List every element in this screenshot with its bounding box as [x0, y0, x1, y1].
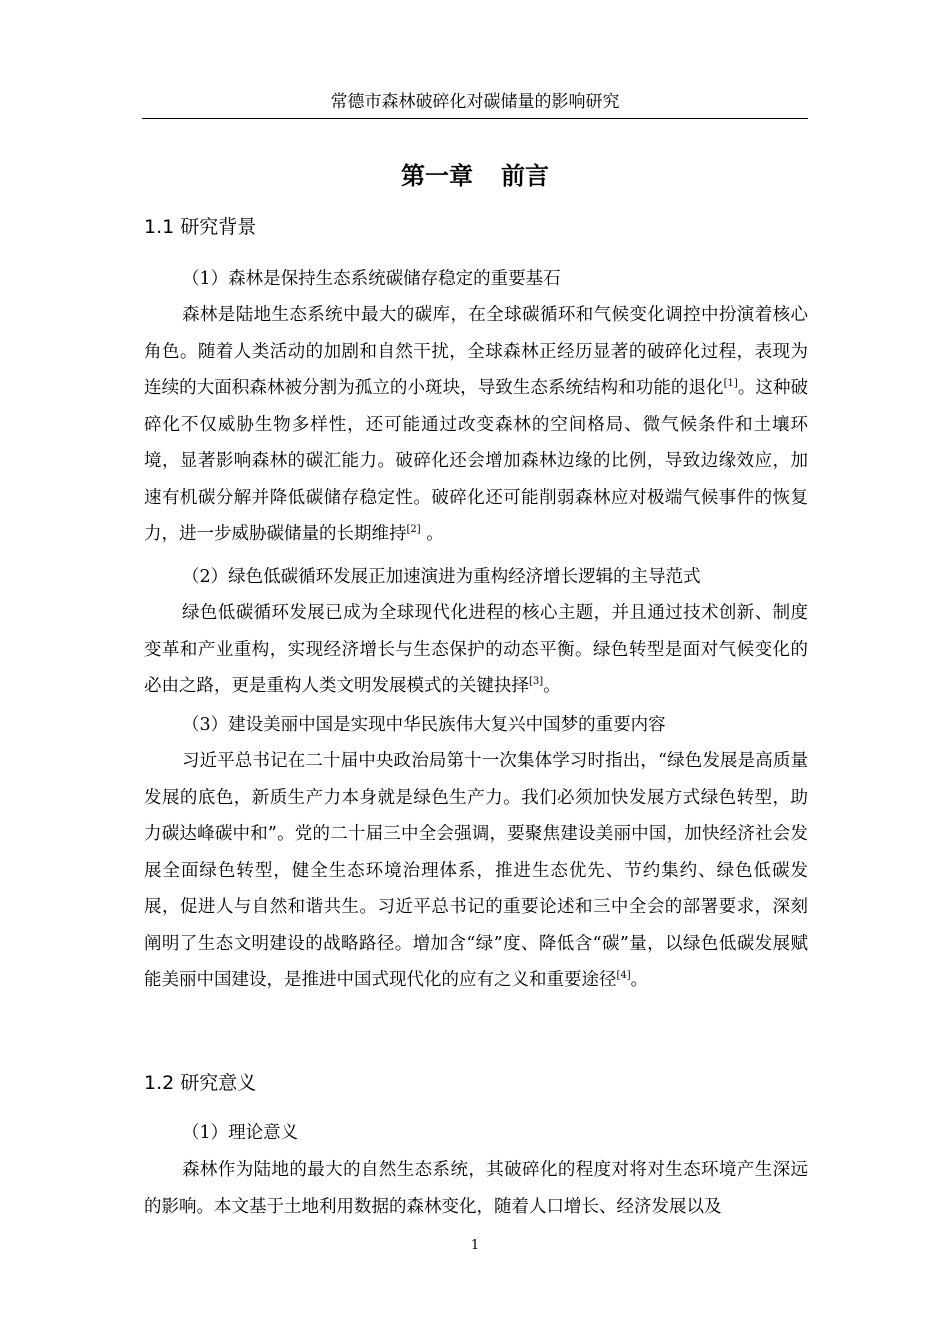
subheading-1-1-3: （3）建设美丽中国是实现中华民族伟大复兴中国梦的重要内容: [182, 715, 666, 735]
subheading-1-1-2: （2）绿色低碳循环发展正加速演进为重构经济增长逻辑的主导范式: [182, 567, 701, 587]
subheading-1-2-1: （1）理论意义: [182, 1123, 299, 1143]
paragraph-beautiful-china: 习近平总书记在二十届中央政治局第十一次集体学习时指出，“绿色发展是高质量发展的底色，新质生产力本身就是绿色生产力。我们必须加快发展方式绿色转型，助力碳达峰碳中和”。党的二十届三中全会强调，要聚焦建设美丽中国，加快经济社会发展全面绿色转型，健全生态环境治理体系，推进生态优先、节约集约、绿色低碳发展，促进人与自然和谐共生。习近平总书记的重要论述和三中全会的部署要求，深刻阐明了生态文明建设的战略路径。增加含“绿”度、降低含“碳”量，以绿色低碳发展赋能美丽中国建设，是推进中国式现代化的应有之义和重要途径[4]。: [144, 751, 808, 990]
section-heading-1-2: 1.2 研究意义: [144, 1072, 257, 1094]
paragraph-forest-carbon: 森林是陆地生态系统中最大的碳库，在全球碳循环和气候变化调控中扮演着核心角色。随着人类活动的加剧和自然干扰，全球森林正经历显著的破碎化过程，表现为连续的大面积森林被分割为孤立的小斑块，导致生态系统结构和功能的退化[1]。这种破碎化不仅威胁生物多样性，还可能通过改变森林的空间格局、微气候条件和土壤环境，显著影响森林的碳汇能力。破碎化还会增加森林边缘的比例，导致边缘效应，加速有机碳分解并降低碳储存稳定性。破碎化还可能削弱森林应对极端气候事件的恢复力，进一步威胁碳储量的长期维持[2] 。: [144, 305, 809, 544]
running-header: 常德市森林破碎化对碳储量的影响研究: [330, 92, 620, 112]
citation-4: [4]: [616, 970, 631, 982]
paragraph-theory-significance: 森林作为陆地的最大的自然生态系统，其破碎化的程度对将对生态环境产生深远的影响。本文基于土地利用数据的森林变化，随着人口增长、经济发展以及: [144, 1160, 808, 1217]
header-rule: [142, 118, 808, 119]
page-number: 1: [470, 1238, 480, 1253]
section-heading-1-1: 1.1 研究背景: [144, 216, 257, 238]
chapter-title: [142, 156, 808, 196]
citation-3: [3]: [529, 676, 544, 688]
chapter-name: 前言: [501, 162, 549, 190]
citation-2: [2]: [406, 524, 421, 536]
paragraph-green-development: 绿色低碳循环发展已成为全球现代化进程的核心主题，并且通过技术创新、制度变革和产业重构，实现经济增长与生态保护的动态平衡。绿色转型是面对气候变化的必由之路，更是重构人类文明发展模式的关键抉择[3]。: [144, 603, 808, 696]
chapter-number: 第一章: [401, 162, 473, 190]
citation-1: [1]: [723, 378, 738, 390]
subheading-1-1-1: （1）森林是保持生态系统碳储存稳定的重要基石: [182, 269, 561, 289]
